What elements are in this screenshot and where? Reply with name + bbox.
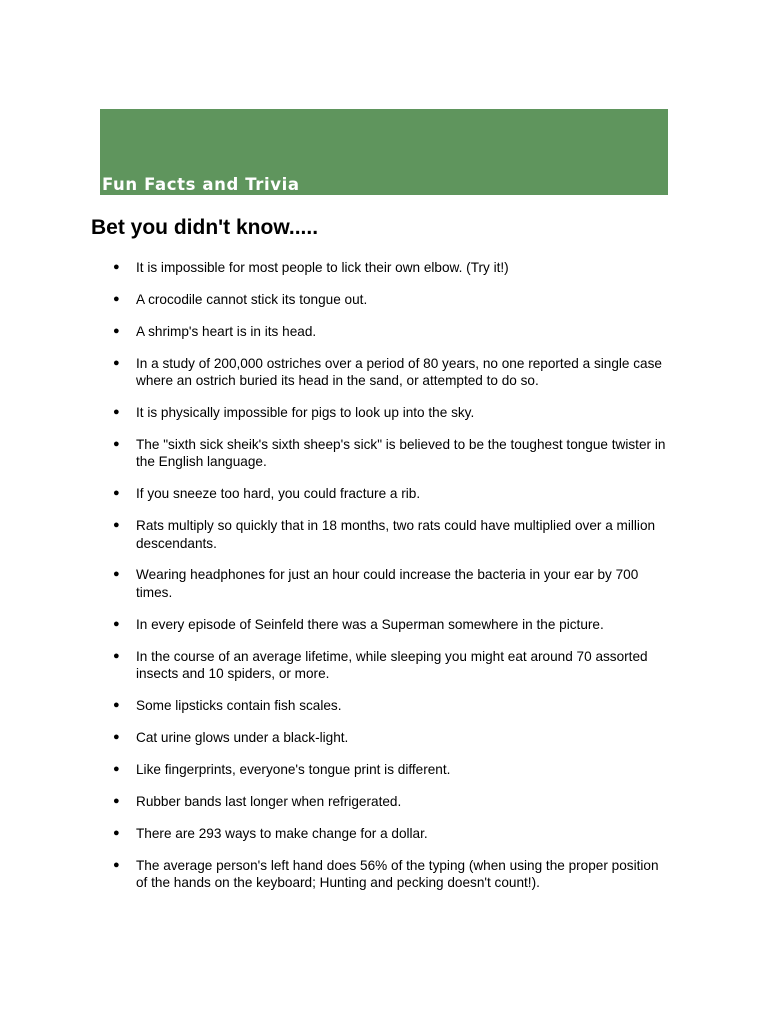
fact-text: Rubber bands last longer when refrigerated.	[136, 793, 402, 809]
list-item	[111, 697, 671, 714]
fact-text: If you sneeze too hard, you could fracture a rib.	[136, 486, 421, 502]
page-heading: Bet you didn't know.....	[91, 216, 319, 239]
list-item	[111, 566, 671, 601]
list-item	[111, 291, 671, 308]
list-item	[111, 436, 671, 471]
fact-text: In a study of 200,000 ostriches over a period of 80 years, no one reported a single case where an ostrich buried its head in the sand, or attempted to do so.	[136, 355, 662, 389]
fact-text: The "sixth sick sheik's sixth sheep's sick" is believed to be the toughest tongue twister in the English language.	[136, 436, 666, 470]
list-item	[111, 648, 671, 683]
list-item	[111, 355, 671, 390]
list-item	[111, 517, 671, 552]
list-item	[111, 616, 671, 633]
bullet-icon: ●	[113, 794, 120, 807]
list-item	[111, 825, 671, 842]
list-item	[111, 761, 671, 778]
header-banner	[100, 109, 668, 195]
fact-text: Some lipsticks contain fish scales.	[136, 698, 342, 713]
fact-text: In the course of an average lifetime, while sleeping you might eat around 70 assorted insects and 10 spiders, or more.	[136, 648, 648, 682]
fact-text: A shrimp's heart is in its head.	[136, 323, 317, 339]
bullet-icon: ●	[113, 649, 120, 662]
list-item	[111, 729, 671, 746]
list-item	[111, 323, 671, 340]
fact-text: In every episode of Seinfeld there was a Superman somewhere in the picture.	[136, 616, 604, 632]
list-item	[111, 793, 671, 810]
bullet-icon: ●	[113, 356, 120, 369]
fact-text: Rats multiply so quickly that in 18 months, two rats could have multiplied over a million descendants.	[136, 518, 656, 551]
fact-text: The average person's left hand does 56% of the typing (when using the proper position of the hands on the keyboard; Hunting and pecking doesn't count!).	[136, 857, 659, 890]
bullet-icon: ●	[113, 568, 120, 581]
bullet-icon: ●	[113, 858, 120, 871]
bullet-icon: ●	[113, 519, 120, 532]
bullet-icon: ●	[113, 487, 120, 500]
bullet-icon: ●	[113, 699, 120, 711]
list-item	[111, 857, 671, 892]
banner-title: Fun Facts and Trivia	[102, 175, 300, 194]
bullet-icon: ●	[113, 826, 120, 839]
fact-text: A crocodile cannot stick its tongue out.	[136, 291, 368, 307]
fact-text: There are 293 ways to make change for a dollar.	[136, 825, 428, 841]
fact-text: Wearing headphones for just an hour could increase the bacteria in your ear by 700 times.	[136, 567, 639, 600]
list-item	[111, 259, 671, 276]
bullet-icon: ●	[113, 292, 120, 305]
fact-text: It is impossible for most people to lick their own elbow. (Try it!)	[136, 260, 509, 275]
bullet-icon: ●	[113, 617, 120, 630]
facts-list	[111, 259, 671, 906]
bullet-icon: ●	[113, 406, 120, 419]
bullet-icon: ●	[113, 730, 120, 743]
list-item	[111, 485, 671, 502]
fact-text: Cat urine glows under a black-light.	[136, 729, 349, 745]
fact-text: It is physically impossible for pigs to look up into the sky.	[136, 405, 475, 421]
fact-text: Like fingerprints, everyone's tongue print is different.	[136, 761, 451, 777]
list-item	[111, 404, 671, 421]
bullet-icon: ●	[113, 261, 120, 273]
bullet-icon: ●	[113, 762, 120, 775]
bullet-icon: ●	[113, 437, 120, 450]
bullet-icon: ●	[113, 324, 120, 337]
